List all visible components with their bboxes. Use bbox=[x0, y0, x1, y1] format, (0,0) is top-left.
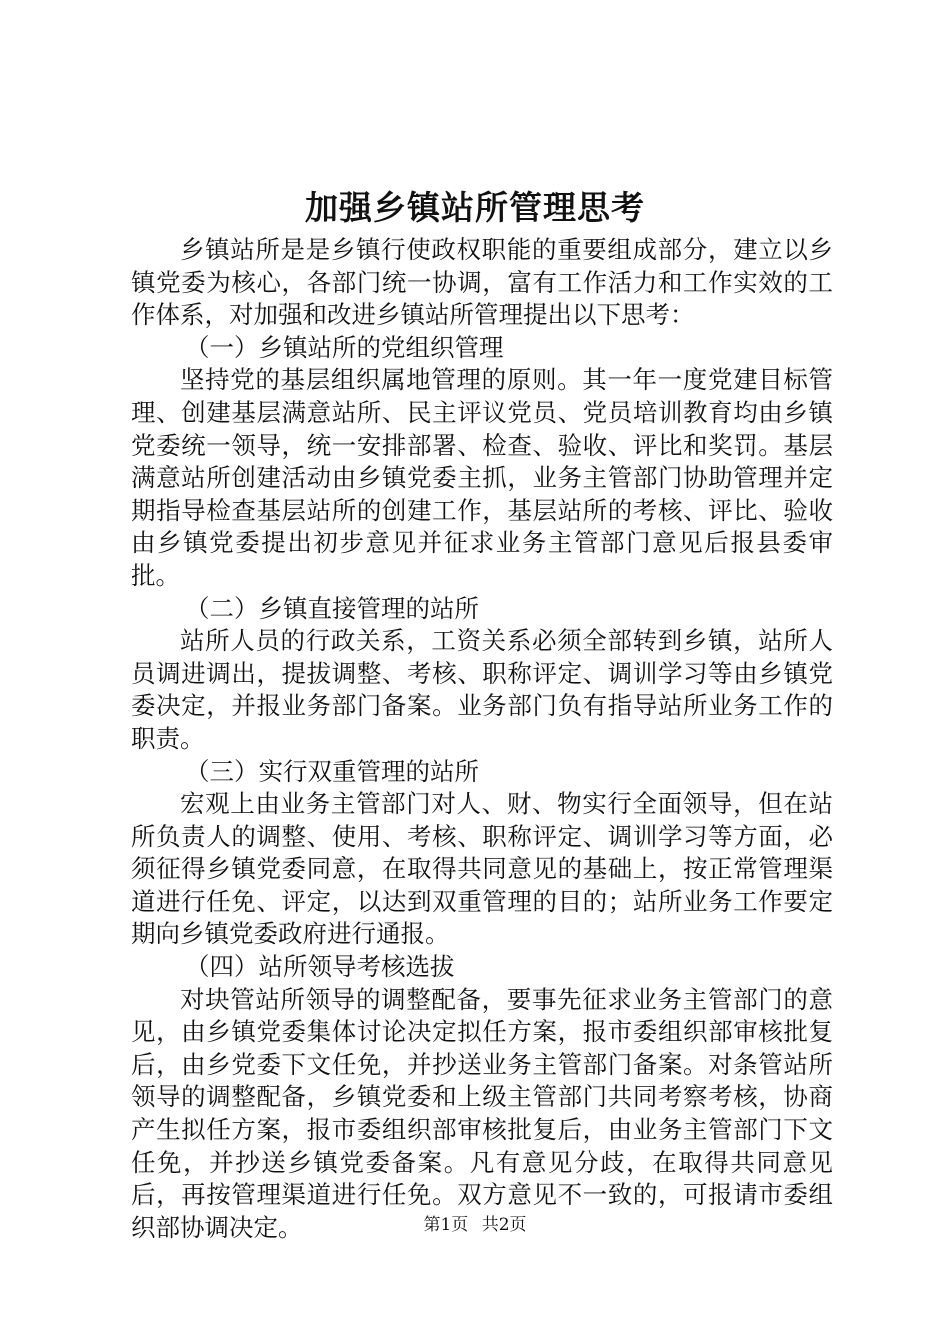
section-1 bbox=[131, 332, 833, 593]
section-2 bbox=[131, 593, 833, 756]
section-3 bbox=[131, 756, 833, 952]
page-number: 第1页 bbox=[423, 1215, 469, 1235]
section-paragraph: 坚持党的基层组织属地管理的原则。其一年一度党建目标管理、创建基层满意站所、民主评议党员、党员培训教育均由乡镇党委统一领导，统一安排部署、检查、验收、评比和奖罚。基层满意站所创建活动由乡镇党委主抓，业务主管部门协助管理并定期指导检查基层站所的创建工作，基层站所的考核、评比、验收由乡镇党委提出初步意见并征求业务主管部门意见后报县委审批。 bbox=[131, 365, 833, 590]
section-paragraph: 站所人员的行政关系，工资关系必须全部转到乡镇，站所人员调进调出，提拔调整、考核、职称评定、调训学习等由乡镇党委决定，并报业务部门备案。业务部门负有指导站所业务工作的职责。 bbox=[131, 626, 833, 753]
section-heading: （三）实行双重管理的站所 bbox=[185, 756, 479, 786]
intro-paragraph: 乡镇站所是是乡镇行使政权职能的重要组成部分，建立以乡镇党委为核心，各部门统一协调，富有工作活力和工作实效的工作体系，对加强和改进乡镇站所管理提出以下思考： bbox=[131, 235, 833, 330]
section-4 bbox=[131, 951, 833, 1244]
document-body bbox=[131, 234, 833, 1244]
section-heading: （四）站所领导考核选拔 bbox=[185, 952, 455, 982]
section-heading: （二）乡镇直接管理的站所 bbox=[185, 593, 479, 623]
section-heading: （一）乡镇站所的党组织管理 bbox=[185, 332, 504, 362]
section-paragraph: 宏观上由业务主管部门对人、财、物实行全面领导，但在站所负责人的调整、使用、考核、职称评定、调训学习等方面，必须征得乡镇党委同意，在取得共同意见的基础上，按正常管理渠道进行任免、评定，以达到双重管理的目的；站所业务工作要定期向乡镇党委政府进行通报。 bbox=[131, 789, 833, 949]
page-footer bbox=[0, 1213, 950, 1237]
page-total: 共2页 bbox=[481, 1215, 527, 1235]
document-title: 加强乡镇站所管理思考 bbox=[305, 188, 645, 227]
section-paragraph: 对块管站所领导的调整配备，要事先征求业务主管部门的意见，由乡镇党委集体讨论决定拟任方案，报市委组织部审核批复后，由乡党委下文任免，并抄送业务主管部门备案。对条管站所领导的调整配备，乡镇党委和上级主管部门共同考察考核，协商产生拟任方案，报市委组织部审核批复后，由业务主管部门下文任免，并抄送乡镇党委备案。凡有意见分歧，在取得共同意见后，再按管理渠道进行任免。双方意见不一致的，可报请市委组织部协调决定。 bbox=[131, 984, 833, 1242]
